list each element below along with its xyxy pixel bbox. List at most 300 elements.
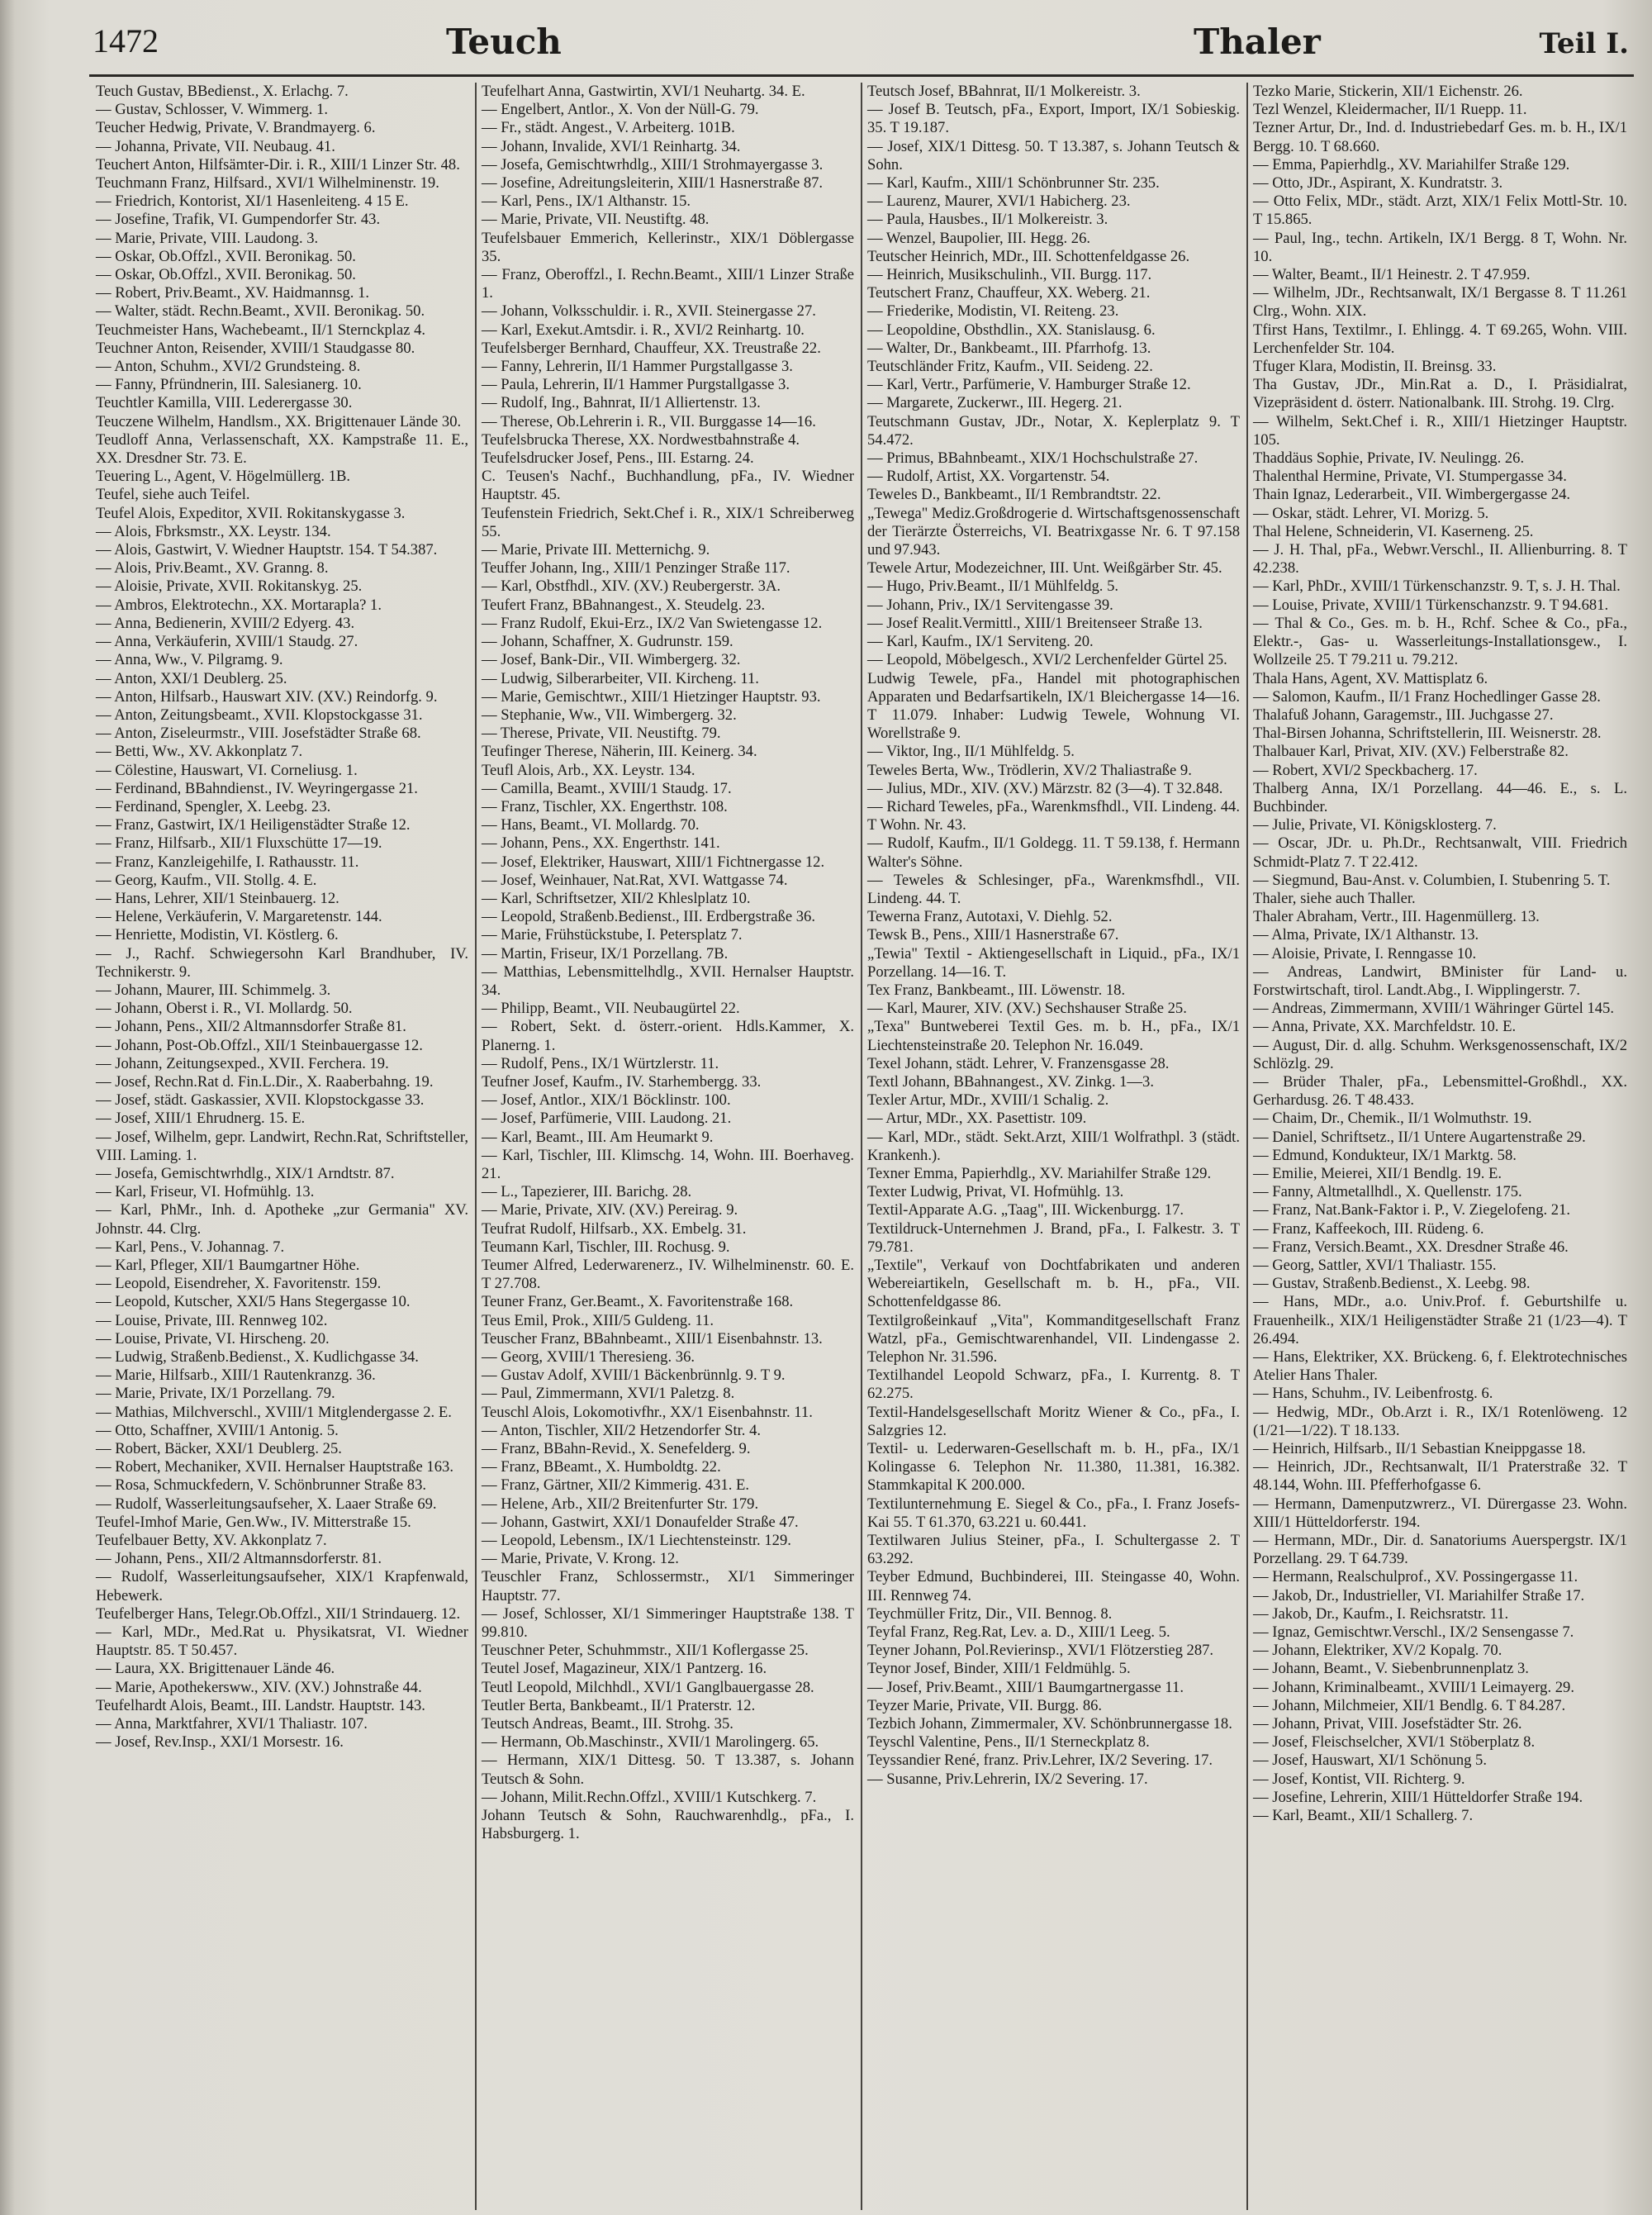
directory-entry: — Johann, Pens., XII/2 Altmannsdorferstr. 81.: [96, 1550, 382, 1568]
directory-entry: — Josef, Elektriker, Hauswart, XIII/1 Fichtnergasse 12.: [482, 853, 825, 871]
directory-entry: Teutl Leopold, Milchhdl., XVI/1 Ganglbauergasse 28.: [482, 1678, 814, 1696]
directory-entry: — Anton, Hilfsarb., Hauswart XIV. (XV.) Reindorfg. 9.: [96, 687, 438, 706]
directory-entry: — Hans, Elektriker, XX. Brückeng. 6, f. Elektrotechnisches Atelier Hans Thaler.: [1253, 1348, 1627, 1385]
directory-entry: — Jakob, Dr., Industrieller, VI. Mariahilfer Straße 17.: [1253, 1586, 1585, 1604]
directory-entry: Teuchmeister Hans, Wachebeamt., II/1 Sternckplaz 4.: [96, 321, 426, 339]
directory-entry: Teyfal Franz, Reg.Rat, Lev. a. D., XIII/1 Leeg. 5.: [867, 1623, 1170, 1642]
directory-entry: — Ludwig, Straßenb.Bedienst., X. Kudlichgasse 34.: [96, 1348, 419, 1367]
directory-entry: — Anton, XXI/1 Deublerg. 25.: [96, 669, 287, 687]
directory-entry: Teuner Franz, Ger.Beamt., X. Favoritenstraße 168.: [482, 1293, 794, 1311]
directory-entry: — Ignaz, Gemischtwr.Verschl., IX/2 Sensengasse 7.: [1253, 1623, 1574, 1642]
directory-entry: Teufelsbrucka Therese, XX. Nordwestbahnstraße 4.: [482, 430, 800, 449]
directory-entry: — Josef B. Teutsch, pFa., Export, Import, IX/1 Sobieskig. 35. T 19.187.: [867, 101, 1240, 137]
directory-entry: — Marie, Apothekersww., XIV. (XV.) Johnstraße 44.: [96, 1678, 422, 1696]
directory-entry: Teufelhart Anna, Gastwirtin, XVI/1 Neuhartg. 34. E.: [482, 83, 805, 100]
directory-entry: — Robert, XVI/2 Speckbacherg. 17.: [1253, 761, 1478, 779]
directory-entry: — Friederike, Modistin, VI. Reiteng. 23.: [867, 302, 1119, 321]
directory-entry: — Richard Teweles, pFa., Warenkmsfhdl., VII. Lindeng. 44. T Wohn. Nr. 43.: [867, 797, 1240, 834]
directory-entry: — Johann, Elektriker, XV/2 Kopalg. 70.: [1253, 1642, 1502, 1660]
directory-entry: — Karl, PhDr., XVIII/1 Türkenschanzstr. 9. T, s. J. H. Thal.: [1253, 578, 1621, 596]
directory-entry: — Oskar, Ob.Offzl., XVII. Beronikag. 50.: [96, 247, 356, 265]
directory-entry: — Louise, Private, III. Rennweg 102.: [96, 1311, 328, 1329]
directory-entry: Texner Emma, Papierhdlg., XV. Mariahilfer Straße 129.: [867, 1164, 1212, 1182]
directory-entry: Texler Artur, MDr., XVIII/1 Schalig. 2.: [867, 1091, 1109, 1110]
directory-entry: — Friedrich, Kontorist, XI/1 Hasenleiteng. 4 15 E.: [96, 193, 409, 211]
directory-entry: „Textile", Verkauf von Dochtfabrikaten und anderen Webereiartikeln, Gesellschaft m. b. H., pFa., VII. Schottenfeldgasse 86.: [867, 1257, 1240, 1311]
directory-entry: — Hans, Beamt., VI. Mollardg. 70.: [482, 816, 700, 834]
directory-entry: — Fanny, Pfründnerin, III. Salesianerg. 10.: [96, 376, 362, 394]
directory-entry: — Walter, Beamt., II/1 Heinestr. 2. T 47.959.: [1253, 266, 1531, 284]
directory-entry: — August, Dir. d. allg. Schuhm. Werksgenossenschaft, IX/2 Schlözlg. 29.: [1253, 1036, 1627, 1072]
directory-entry: — Josefine, Trafik, VI. Gumpendorfer Str. 43.: [96, 211, 381, 229]
directory-entry: Teufl Alois, Arb., XX. Leystr. 134.: [482, 761, 695, 779]
directory-entry: Teychmüller Fritz, Dir., VII. Bennog. 8.: [867, 1604, 1113, 1623]
directory-entry: — Marie, Private III. Metternichg. 9.: [482, 541, 710, 559]
directory-entry: — Anna, Bedienerin, XVIII/2 Edyerg. 43.: [96, 614, 355, 632]
directory-entry: — Otto Felix, MDr., städt. Arzt, XIX/1 Felix Mottl-Str. 10. T 15.865.: [1253, 193, 1627, 229]
directory-entry: Tewsk B., Pens., XIII/1 Hasnerstraße 67.: [867, 926, 1119, 944]
directory-entry: — Johann, Gastwirt, XXI/1 Donaufelder Straße 47.: [482, 1513, 799, 1531]
directory-entry: — Franz, Hilfsarb., XII/1 Fluxschütte 17—19.: [96, 834, 382, 853]
directory-entry: Teufelberger Hans, Telegr.Ob.Offzl., XII/1 Strindauerg. 12.: [96, 1604, 461, 1623]
directory-entry: — Wilhelm, JDr., Rechtsanwalt, IX/1 Bergasse 8. T 11.261 Clrg., Wohn. XIX.: [1253, 284, 1627, 321]
directory-entry: — Josefa, Gemischtwrhdlg., XIX/1 Arndtstr. 87.: [96, 1164, 395, 1182]
directory-entry: — Rudolf, Kaufm., II/1 Goldegg. 11. T 59.138, f. Hermann Walter's Söhne.: [867, 834, 1240, 871]
directory-entry: Teuchner Anton, Reisender, XVIII/1 Staudgasse 80.: [96, 339, 415, 357]
directory-entry: — Josef, XIX/1 Dittesg. 50. T 13.387, s. Johann Teutsch & Sohn.: [867, 137, 1240, 173]
directory-entry: — Karl, Pfleger, XII/1 Baumgartner Höhe.: [96, 1257, 360, 1274]
directory-entry: — Fanny, Altmetallhdl., X. Quellenstr. 175.: [1253, 1183, 1522, 1201]
directory-entry: — Johann, Milit.Rechn.Offzl., XVIII/1 Kutschkerg. 7.: [482, 1788, 817, 1806]
directory-entry: — Mathias, Milchverschl., XVIII/1 Mitglendergasse 2. E.: [96, 1403, 452, 1421]
directory-entry: — Rudolf, Artist, XX. Vorgartenstr. 54.: [867, 468, 1110, 486]
directory-entry: — Margarete, Zuckerwr., III. Hegerg. 21.: [867, 394, 1123, 412]
directory-entry: — Leopold, Kutscher, XXI/5 Hans Stegergasse 10.: [96, 1293, 411, 1311]
directory-entry: — Marie, Private, VIII. Laudong. 3.: [96, 229, 319, 247]
directory-entry: Teuczene Wilhelm, Handlsm., XX. Brigittenauer Lände 30.: [96, 412, 462, 430]
directory-entry: — Otto, JDr., Aspirant, X. Kundratstr. 3.: [1253, 174, 1503, 193]
directory-entry: — Karl, PhMr., Inh. d. Apotheke „zur Germania" XV. Johnstr. 44. Clrg.: [96, 1201, 468, 1238]
directory-entry: — Johann, Kriminalbeamt., XVIII/1 Leimayerg. 29.: [1253, 1678, 1574, 1696]
directory-entry: — Karl, Exekut.Amtsdir. i. R., XVI/2 Reinhartg. 10.: [482, 321, 805, 339]
directory-entry: — Johann, Privat, VIII. Josefstädter Str. 26.: [1253, 1715, 1522, 1733]
directory-entry: Teutsch Josef, BBahnrat, II/1 Molkereistr. 3.: [867, 83, 1141, 100]
column-4: [1248, 83, 1634, 2210]
directory-entry: — Johann, Milchmeier, XII/1 Bendlg. 6. T 84.287.: [1253, 1696, 1566, 1714]
directory-entry: Textilunternehmung E. Siegel & Co., pFa., I. Franz Josefs-Kai 55. T 61.370, 63.221 u. 60.441.: [867, 1495, 1240, 1531]
directory-entry: Teyzer Marie, Private, VII. Burgg. 86.: [867, 1696, 1103, 1714]
part-label: Teil I.: [1539, 27, 1629, 60]
directory-entry: Thalafuß Johann, Garagemstr., III. Juchgasse 27.: [1253, 706, 1554, 724]
directory-entry: — Louise, Private, XVIII/1 Türkenschanzstr. 9. T 94.681.: [1253, 596, 1609, 614]
directory-entry: — Franz, Kanzleigehilfe, I. Rathausstr. 11.: [96, 853, 359, 871]
directory-entry: — Aloisie, Private, XVII. Rokitanskyg. 25.: [96, 578, 363, 596]
directory-entry: — Robert, Sekt. d. österr.-orient. Hdls.Kammer, X. Planerng. 1.: [482, 1018, 854, 1054]
directory-entry: Teumann Karl, Tischler, III. Rochusg. 9.: [482, 1238, 730, 1256]
directory-entry: — Therese, Private, VII. Neustiftg. 79.: [482, 725, 721, 743]
directory-entry: — Johann, Priv., IX/1 Servitengasse 39.: [867, 596, 1113, 614]
directory-entry: — Salomon, Kaufm., II/1 Franz Hochedlinger Gasse 28.: [1253, 687, 1601, 706]
directory-entry: — Andreas, Landwirt, BMinister für Land- u. Forstwirtschaft, tirol. Landt.Abg., I. Wipplingerstr. 7.: [1253, 963, 1627, 999]
directory-entry: — Marie, Private, V. Krong. 12.: [482, 1550, 679, 1568]
directory-entry: Teyber Edmund, Buchbinderei, III. Steingasse 40, Wohn. III. Rennweg 74.: [867, 1568, 1240, 1604]
directory-entry: Teuschl Alois, Lokomotivfhr., XX/1 Eisenbahnstr. 11.: [482, 1403, 813, 1421]
directory-entry: — Stephanie, Ww., VII. Wimbergerg. 32.: [482, 706, 737, 724]
directory-entry: — Marie, Private, IX/1 Porzellang. 79.: [96, 1385, 335, 1403]
directory-entry: Teuch Gustav, BBedienst., X. Erlachg. 7.: [96, 83, 349, 100]
directory-entry: Teufert Franz, BBahnangest., X. Steudelg. 23.: [482, 596, 766, 614]
directory-entry: Teutschmann Gustav, JDr., Notar, X. Keplerplatz 9. T 54.472.: [867, 412, 1240, 449]
directory-entry: — Oscar, JDr. u. Ph.Dr., Rechtsanwalt, VIII. Friedrich Schmidt-Platz 7. T 22.412.: [1253, 834, 1627, 871]
directory-entry: — Julie, Private, VI. Königsklosterg. 7.: [1253, 816, 1497, 834]
directory-entry: — Engelbert, Antlor., X. Von der Nüll-G. 79.: [482, 101, 759, 119]
directory-entry: — Paula, Lehrerin, II/1 Hammer Purgstallgasse 3.: [482, 376, 790, 394]
scan-edge-shadow: [0, 0, 15, 2215]
directory-entry: — Franz, Tischler, XX. Engerthstr. 108.: [482, 797, 728, 815]
directory-entry: — Henriette, Modistin, VI. Köstlerg. 6.: [96, 926, 339, 944]
directory-entry: — Martin, Friseur, IX/1 Porzellang. 7B.: [482, 944, 729, 963]
directory-entry: — Fr., städt. Angest., V. Arbeiterg. 101B.: [482, 119, 735, 137]
directory-entry: — Rudolf, Wasserleitungsaufseher, XIX/1 Krapfenwald, Hebewerk.: [96, 1568, 468, 1604]
header-rule: [89, 74, 1634, 77]
directory-entry: Tfuger Klara, Modistin, II. Breinsg. 33.: [1253, 358, 1497, 376]
directory-entry: — Josefa, Gemischtwrhdlg., XIII/1 Strohmayergasse 3.: [482, 155, 824, 173]
directory-entry: Teuschler Franz, Schlossermstr., XI/1 Simmeringer Hauptstr. 77.: [482, 1568, 854, 1604]
directory-entry: Teufenstein Friedrich, Sekt.Chef i. R., XIX/1 Schreiberweg 55.: [482, 504, 854, 540]
page-header: [0, 0, 1652, 76]
directory-entry: — Edmund, Kondukteur, IX/1 Marktg. 58.: [1253, 1146, 1517, 1164]
directory-entry: Johann Teutsch & Sohn, Rauchwarenhdlg., pFa., I. Habsburgerg. 1.: [482, 1807, 854, 1843]
directory-entry: — Johann, Schaffner, X. Gudrunstr. 159.: [482, 633, 733, 651]
directory-entry: Texter Ludwig, Privat, VI. Hofmühlg. 13.: [867, 1183, 1124, 1201]
directory-entry: — Karl, Vertr., Parfümerie, V. Hamburger Straße 12.: [867, 376, 1191, 394]
directory-entry: — Anna, Ww., V. Pilgramg. 9.: [96, 651, 283, 669]
directory-entry: Teweles Berta, Ww., Trödlerin, XV/2 Thaliastraße 9.: [867, 761, 1192, 779]
directory-entry: — Josef, Kontist, VII. Richterg. 9.: [1253, 1770, 1465, 1788]
directory-entry: Thalberg Anna, IX/1 Porzellang. 44—46. E., s. L. Buchbinder.: [1253, 779, 1627, 815]
directory-entry: — Hermann, XIX/1 Dittesg. 50. T 13.387, s. Johann Teutsch & Sohn.: [482, 1752, 854, 1788]
directory-entry: — Johann, Maurer, III. Schimmelg. 3.: [96, 981, 331, 999]
directory-entry: — Teweles & Schlesinger, pFa., Warenkmsfhdl., VII. Lindeng. 44. T.: [867, 871, 1240, 907]
directory-entry: — Josefine, Adreitungsleiterin, XIII/1 Hasnerstraße 87.: [482, 174, 824, 193]
directory-entry: — Johanna, Private, VII. Neubaug. 41.: [96, 137, 335, 155]
directory-entry: — Thal & Co., Ges. m. b. H., Rchf. Schee & Co., pFa., Elektr.-, Gas- u. Wasserleitungs-Installationsgew., I. Wollzeile 25. T 79.211 u. 79.212.: [1253, 614, 1627, 669]
directory-entry: Teufelsdrucker Josef, Pens., III. Estarng. 24.: [482, 449, 754, 468]
directory-entry: — Rudolf, Wasserleitungsaufseher, X. Laaer Straße 69.: [96, 1495, 437, 1513]
directory-entry: — Leopold, Lebensm., IX/1 Liechtensteinstr. 129.: [482, 1532, 791, 1550]
directory-entry: Teutsch Andreas, Beamt., III. Strohg. 35.: [482, 1715, 733, 1733]
directory-entry: Teuchert Anton, Hilfsämter-Dir. i. R., XIII/1 Linzer Str. 48.: [96, 155, 460, 173]
directory-entry: — Josef, Bank-Dir., VII. Wimbergerg. 32.: [482, 651, 741, 669]
directory-entry: — Franz, Gärtner, XII/2 Kimmerig. 431. E.: [482, 1476, 750, 1495]
directory-entry: — Camilla, Beamt., XVIII/1 Staudg. 17.: [482, 779, 732, 797]
directory-entry: — Hedwig, MDr., Ob.Arzt i. R., IX/1 Rotenlöweng. 12 (1/21—1/22). T 18.133.: [1253, 1403, 1627, 1439]
directory-entry: — Marie, Frühstückstube, I. Petersplatz 7.: [482, 926, 743, 944]
directory-entry: — Karl, Beamt., XII/1 Schallerg. 7.: [1253, 1807, 1474, 1825]
directory-entry: — Marie, Hilfsarb., XIII/1 Rautenkranzg. 36.: [96, 1367, 376, 1385]
directory-entry: Thaler, siehe auch Thaller.: [1253, 889, 1416, 907]
directory-entry: Teufel, siehe auch Teifel.: [96, 486, 250, 504]
directory-entry: — Franz, Versich.Beamt., XX. Dresdner Straße 46.: [1253, 1238, 1569, 1256]
directory-entry: — Hermann, Damenputzwrerz., VI. Dürergasse 23. Wohn. XIII/1 Hütteldorferstr. 194.: [1253, 1495, 1627, 1531]
directory-entry: Teutschert Franz, Chauffeur, XX. Weberg. 21.: [867, 284, 1151, 302]
directory-entry: — Karl, Beamt., III. Am Heumarkt 9.: [482, 1128, 714, 1146]
directory-entry: — Georg, Sattler, XVI/1 Thaliastr. 155.: [1253, 1257, 1497, 1274]
directory-entry: — Karl, Obstfhdl., XIV. (XV.) Reubergerstr. 3A.: [482, 578, 781, 596]
column-2: [477, 83, 862, 2210]
directory-entry: — Franz Rudolf, Ekui-Erz., IX/2 Van Swietengasse 12.: [482, 614, 823, 632]
directory-entry: Teufinger Therese, Näherin, III. Keinerg. 34.: [482, 743, 757, 761]
directory-entry: — Ambros, Elektrotechn., XX. Mortarapla? 1.: [96, 596, 382, 614]
directory-entry: — Anton, Ziseleurmstr., VIII. Josefstädter Straße 68.: [96, 725, 421, 743]
directory-entry: — Wenzel, Baupolier, III. Hegg. 26.: [867, 229, 1091, 247]
directory-entry: — Helene, Arb., XII/2 Breitenfurter Str. 179.: [482, 1495, 759, 1513]
directory-entry: — Franz, Kaffeekoch, III. Rüdeng. 6.: [1253, 1219, 1484, 1238]
directory-entry: — J. H. Thal, pFa., Webwr.Verschl., II. Allienburring. 8. T 42.238.: [1253, 541, 1627, 578]
directory-entry: — Paul, Ing., techn. Artikeln, IX/1 Bergg. 8 T, Wohn. Nr. 10.: [1253, 229, 1627, 265]
directory-entry: Teufner Josef, Kaufm., IV. Starhembergg. 33.: [482, 1072, 762, 1091]
directory-entry: — Ludwig, Silberarbeiter, VII. Kircheng. 11.: [482, 669, 759, 687]
directory-entry: — Josef, Fleischselcher, XVI/1 Stöberplatz 8.: [1253, 1733, 1536, 1752]
directory-entry: — Karl, Kaufm., IX/1 Serviteng. 20.: [867, 633, 1094, 651]
directory-entry: Teufelsbauer Emmerich, Kellerinstr., XIX/1 Döblergasse 35.: [482, 229, 854, 265]
directory-entry: — Josef, Parfümerie, VIII. Laudong. 21.: [482, 1110, 732, 1128]
directory-entry: Teuchmann Franz, Hilfsard., XVI/1 Wilhelminenstr. 19.: [96, 174, 439, 193]
directory-entry: — Robert, Bäcker, XXI/1 Deublerg. 25.: [96, 1440, 342, 1458]
directory-entry: — Karl, Kaufm., XIII/1 Schönbrunner Str. 235.: [867, 174, 1160, 193]
directory-entry: — Emma, Papierhdlg., XV. Mariahilfer Straße 129.: [1253, 155, 1570, 173]
directory-entry: — Otto, Schaffner, XVIII/1 Antonig. 5.: [96, 1421, 339, 1439]
directory-entry: — Daniel, Schriftsetz., II/1 Untere Augartenstraße 29.: [1253, 1128, 1586, 1146]
directory-entry: — Heinrich, Musikschulinh., VII. Burgg. 117.: [867, 266, 1152, 284]
directory-entry: — Aloisie, Private, I. Renngasse 10.: [1253, 944, 1477, 963]
directory-entry: — Brüder Thaler, pFa., Lebensmittel-Großhdl., XX. Gerhardusg. 26. T 48.433.: [1253, 1072, 1627, 1110]
directory-entry: Tezko Marie, Stickerin, XII/1 Eichenstr. 26.: [1253, 83, 1523, 100]
directory-entry: — Hermann, MDr., Dir. d. Sanatoriums Auerspergstr. IX/1 Porzellang. 29. T 64.739.: [1253, 1532, 1627, 1568]
directory-entry: — Heinrich, JDr., Rechtsanwalt, II/1 Praterstraße 32. T 48.144, Wohn. III. Pfefferhofgasse 6.: [1253, 1458, 1627, 1495]
directory-entry: — Karl, MDr., städt. Sekt.Arzt, XIII/1 Wolfrathpl. 3 (städt. Krankenh.).: [867, 1128, 1240, 1164]
directory-entry: „Texa" Buntweberei Textil Ges. m. b. H., pFa., IX/1 Liechtensteinstraße 20. Telephon Nr. 16.049.: [867, 1018, 1240, 1054]
directory-entry: Thalbauer Karl, Privat, XIV. (XV.) Felberstraße 82.: [1253, 743, 1569, 761]
directory-entry: — Josef, Wilhelm, gepr. Landwirt, Rechn.Rat, Schriftsteller, VIII. Laming. 1.: [96, 1128, 468, 1164]
directory-entry: Teutler Berta, Bankbeamt., II/1 Praterstr. 12.: [482, 1696, 756, 1714]
directory-entry: — Hugo, Priv.Beamt., II/1 Mühlfeldg. 5.: [867, 578, 1119, 596]
directory-entry: Thain Ignaz, Lederarbeit., VII. Wimbergergasse 24.: [1253, 486, 1571, 504]
directory-entry: — Susanne, Priv.Lehrerin, IX/2 Severing. 17.: [867, 1770, 1148, 1788]
directory-entry: — Georg, XVIII/1 Theresieng. 36.: [482, 1348, 695, 1367]
directory-entry: Teweles D., Bankbeamt., II/1 Rembrandtstr. 22.: [867, 486, 1161, 504]
directory-entry: — Karl, Pens., IX/1 Althanstr. 15.: [482, 193, 691, 211]
directory-entry: — Johann, Beamt., V. Siebenbrunnenplatz 3.: [1253, 1660, 1529, 1678]
directory-entry: „Tewia" Textil - Aktiengesellschaft in Liquid., pFa., IX/1 Porzellang. 14—16. T.: [867, 944, 1240, 981]
directory-entry: — Siegmund, Bau-Anst. v. Columbien, I. Stubenring 5. T.: [1253, 871, 1611, 889]
directory-entry: Teucher Hedwig, Private, V. Brandmayerg. 6.: [96, 119, 376, 137]
directory-entry: — Artur, MDr., XX. Pasettistr. 109.: [867, 1110, 1087, 1128]
directory-entry: — Oskar, Ob.Offzl., XVII. Beronikag. 50.: [96, 266, 356, 284]
right-running-head: Thaler: [1194, 21, 1321, 62]
directory-entry: — Hans, Schuhm., IV. Leibenfrostg. 6.: [1253, 1385, 1493, 1403]
directory-entry: — Josef, städt. Gaskassier, XVII. Klopstockgasse 33.: [96, 1091, 425, 1110]
directory-entry: — Josef, Weinhauer, Nat.Rat, XVI. Wattgasse 74.: [482, 871, 788, 889]
directory-entry: — Karl, MDr., Med.Rat u. Physikatsrat, VI. Wiedner Hauptstr. 85. T 50.457.: [96, 1623, 468, 1660]
directory-entry: Teumer Alfred, Lederwarenerz., IV. Wilhelminenstr. 60. E. T 27.708.: [482, 1257, 854, 1293]
directory-entry: Teufelhardt Alois, Beamt., III. Landstr. Hauptstr. 143.: [96, 1696, 425, 1714]
directory-entry: — Johann, Pens., XII/2 Altmannsdorfer Straße 81.: [96, 1018, 406, 1036]
directory-entry: — Chaim, Dr., Chemik., II/1 Wolmuthstr. 19.: [1253, 1110, 1532, 1128]
directory-entry: Textilgroßeinkauf „Vita", Kommanditgesellschaft Franz Watzl, pFa., Gemischtwarenhandel, VII. Lindengasse 2. Telephon Nr. 31.596.: [867, 1311, 1240, 1367]
directory-entry: Thaler Abraham, Vertr., III. Hagenmüllerg. 13.: [1253, 908, 1540, 926]
directory-entry: Teus Emil, Prok., XIII/5 Guldeng. 11.: [482, 1311, 714, 1329]
directory-entry: — Johann, Oberst i. R., VI. Mollardg. 50.: [96, 1000, 353, 1018]
directory-entry: — Marie, Private, VII. Neustiftg. 48.: [482, 211, 710, 229]
directory-entry: Ludwig Tewele, pFa., Handel mit photographischen Apparaten und Bedarfsartikeln, IX/1 Bleichergasse 14—16. T 11.079. Inhaber: Ludwig Tewele, Wohnung VI. Worellstraße 9.: [867, 669, 1240, 743]
directory-entry: — Betti, Ww., XV. Akkonplatz 7.: [96, 743, 303, 761]
directory-entry: — Franz, Gastwirt, IX/1 Heiligenstädter Straße 12.: [96, 816, 411, 834]
directory-entry: — Anton, Zeitungsbeamt., XVII. Klopstockgasse 31.: [96, 706, 423, 724]
directory-entry: — Helene, Verkäuferin, V. Margaretenstr. 144.: [96, 908, 382, 926]
directory-entry: C. Teusen's Nachf., Buchhandlung, pFa., IV. Wiedner Hauptstr. 45.: [482, 468, 854, 504]
directory-entry: Textil-Apparate A.G. „Taag", III. Wickenburgg. 17.: [867, 1201, 1184, 1219]
directory-entry: Teynor Josef, Binder, XIII/1 Feldmühlg. 5.: [867, 1660, 1131, 1678]
directory-entry: Textilhandel Leopold Schwarz, pFa., I. Kurrentg. 8. T 62.275.: [867, 1367, 1240, 1403]
directory-entry: — Hans, MDr., a.o. Univ.Prof. f. Geburtshilfe u. Frauenheilk., XIX/1 Heiligenstädter Straße 21 (1/23—4). T 26.494.: [1253, 1293, 1627, 1348]
directory-entry: Teufelsberger Bernhard, Chauffeur, XX. Treustraße 22.: [482, 339, 821, 357]
directory-entry: Teyschl Valentine, Pens., II/1 Sterneckplatz 8.: [867, 1733, 1150, 1752]
directory-entry: Teyner Johann, Pol.Revierinsp., XVI/1 Flötzerstieg 287.: [867, 1642, 1214, 1660]
directory-entry: — Johann, Zeitungsexped., XVII. Ferchera. 19.: [96, 1054, 389, 1072]
directory-entry: — Oskar, städt. Lehrer, VI. Morizg. 5.: [1253, 504, 1489, 522]
directory-entry: — Josef, Antlor., XIX/1 Böcklinstr. 100.: [482, 1091, 731, 1110]
directory-entry: Teuffer Johann, Ing., XIII/1 Penzinger Straße 117.: [482, 559, 790, 578]
directory-entry: Teufrat Rudolf, Hilfsarb., XX. Embelg. 31.: [482, 1219, 747, 1238]
directory-entry: — Anna, Verkäuferin, XVIII/1 Staudg. 27.: [96, 633, 358, 651]
directory-entry: Thal Helene, Schneiderin, VI. Kaserneng. 25.: [1253, 522, 1534, 540]
directory-entry: — Paul, Zimmermann, XVI/1 Paletzg. 8.: [482, 1385, 735, 1403]
directory-entry: — Anna, Private, XX. Marchfeldstr. 10. E.: [1253, 1018, 1517, 1036]
directory-entry: — Johann, Post-Ob.Offzl., XII/1 Steinbauergasse 12.: [96, 1036, 423, 1054]
directory-entry: — Josef, Schlosser, XI/1 Simmeringer Hauptstraße 138. T 99.810.: [482, 1604, 854, 1642]
directory-entry: — Georg, Kaufm., VII. Stollg. 4. E.: [96, 871, 317, 889]
directory-entry: — Rudolf, Ing., Bahnrat, II/1 Alliertenstr. 13.: [482, 394, 761, 412]
directory-entry: Tezbich Johann, Zimmermaler, XV. Schönbrunnergasse 18.: [867, 1715, 1232, 1733]
directory-entry: — Philipp, Beamt., VII. Neubaugürtel 22.: [482, 1000, 740, 1018]
directory-entry: — Karl, Friseur, VI. Hofmühlg. 13.: [96, 1183, 315, 1201]
directory-entry: — Wilhelm, Sekt.Chef i. R., XIII/1 Hietzinger Hauptstr. 105.: [1253, 412, 1627, 449]
directory-entry: Teyssandier René, franz. Priv.Lehrer, IX/2 Severing. 17.: [867, 1752, 1213, 1770]
directory-entry: — Hermann, Realschulprof., XV. Possingergasse 11.: [1253, 1568, 1578, 1586]
directory-entry: Teutschländer Fritz, Kaufm., VII. Seideng. 22.: [867, 358, 1153, 376]
directory-entry: — Alois, Gastwirt, V. Wiedner Hauptstr. 154. T 54.387.: [96, 541, 438, 559]
directory-entry: — Karl, Pens., V. Johannag. 7.: [96, 1238, 285, 1256]
directory-entry: — Matthias, Lebensmittelhdlg., XVII. Hernalser Hauptstr. 34.: [482, 963, 854, 999]
directory-entry: — Johann, Invalide, XVI/1 Reinhartg. 34.: [482, 137, 741, 155]
directory-entry: — Josef, XIII/1 Ehrudnerg. 15. E.: [96, 1110, 306, 1128]
directory-entry: Textil-Handelsgesellschaft Moritz Wiener & Co., pFa., I. Salzgries 12.: [867, 1403, 1240, 1439]
directory-entry: — Hermann, Ob.Maschinstr., XVII/1 Marolingerg. 65.: [482, 1733, 819, 1752]
directory-entry: Thala Hans, Agent, XV. Mattisplatz 6.: [1253, 669, 1488, 687]
directory-entry: — Ferdinand, BBahndienst., IV. Weyringergasse 21.: [96, 779, 418, 797]
directory-entry: — Gustav, Straßenb.Bedienst., X. Leebg. 98.: [1253, 1275, 1531, 1293]
directory-entry: Teutel Josef, Magazineur, XIX/1 Pantzerg. 16.: [482, 1660, 767, 1678]
directory-entry: — Gustav Adolf, XVIII/1 Bäckenbrünnlg. 9. T 9.: [482, 1367, 786, 1385]
directory-entry: Teufelbauer Betty, XV. Akkonplatz 7.: [96, 1532, 327, 1550]
directory-entry: Tfirst Hans, Textilmr., I. Ehlingg. 4. T 69.265, Wohn. VIII. Lerchenfelder Str. 104.: [1253, 321, 1627, 357]
directory-entry: — Cölestine, Hauswart, VI. Corneliusg. 1.: [96, 761, 358, 779]
directory-entry: Teuscher Franz, BBahnbeamt., XIII/1 Eisenbahnstr. 13.: [482, 1329, 823, 1348]
directory-entry: — Alois, Fbrksmstr., XX. Leystr. 134.: [96, 522, 331, 540]
directory-entry: — Josef, Priv.Beamt., XIII/1 Baumgartnergasse 11.: [867, 1678, 1184, 1696]
directory-entry: — Josef, Hauswart, XI/1 Schönung 5.: [1253, 1752, 1488, 1770]
directory-entry: — Leopold, Straßenb.Bedienst., III. Erdbergstraße 36.: [482, 908, 815, 926]
directory-entry: — Laura, XX. Brigittenauer Lände 46.: [96, 1660, 335, 1678]
directory-entry: Tha Gustav, JDr., Min.Rat a. D., I. Präsidialrat, Vizepräsident d. österr. Nationalbank. III. Strohg. 19. Clrg.: [1253, 376, 1627, 412]
directory-entry: — Franz, BBeamt., X. Humboldtg. 22.: [482, 1458, 721, 1476]
directory-entry: — Marie, Private, XIV. (XV.) Pereirag. 9.: [482, 1201, 738, 1219]
directory-entry: — Laurenz, Maurer, XVI/1 Habicherg. 23.: [867, 193, 1131, 211]
directory-entry: — Emilie, Meierei, XII/1 Bendlg. 19. E.: [1253, 1164, 1502, 1182]
directory-entry: — Rosa, Schmuckfedern, V. Schönbrunner Straße 83.: [96, 1476, 427, 1495]
directory-entry: — Johann, Volksschuldir. i. R., XVII. Steinergasse 27.: [482, 302, 816, 321]
directory-entry: — Alois, Priv.Beamt., XV. Granng. 8.: [96, 559, 329, 578]
directory-entry: „Tewega" Mediz.Großdrogerie d. Wirtschaftsgenossenschaft der Tierärzte Österreichs, VI. Beatrixgasse Nr. 6. T 97.158 und 97.943.: [867, 504, 1240, 559]
directory-entry: — Robert, Mechaniker, XVII. Hernalser Hauptstraße 163.: [96, 1458, 453, 1476]
directory-entry: — Jakob, Dr., Kaufm., I. Reichsratstr. 11.: [1253, 1604, 1509, 1623]
directory-entry: — Josef, Rechn.Rat d. Fin.L.Dir., X. Raaberbahng. 19.: [96, 1072, 434, 1091]
directory-entry: — Alma, Private, IX/1 Althanstr. 13.: [1253, 926, 1479, 944]
directory-entry: Tezner Artur, Dr., Ind. d. Industriebedarf Ges. m. b. H., IX/1 Bergg. 10. T 68.660.: [1253, 119, 1627, 155]
directory-entry: — Johann, Pens., XX. Engerthstr. 141.: [482, 834, 720, 853]
directory-entry: — Franz, Oberoffzl., I. Rechn.Beamt., XIII/1 Linzer Straße 1.: [482, 266, 854, 302]
directory-entry: — Fanny, Lehrerin, II/1 Hammer Purgstallgasse 3.: [482, 358, 793, 376]
directory-entry: — Karl, Tischler, III. Klimschg. 14, Wohn. III. Boerhaveg. 21.: [482, 1146, 854, 1182]
directory-entry: — Walter, Dr., Bankbeamt., III. Pfarrhofg. 13.: [867, 339, 1151, 357]
directory-entry: Tezl Wenzel, Kleidermacher, II/1 Ruepp. 11.: [1253, 101, 1527, 119]
directory-entry: Teufel-Imhof Marie, Gen.Ww., IV. Mitterstraße 15.: [96, 1513, 411, 1531]
directory-entry: — Karl, Schriftsetzer, XII/2 Khleslplatz 10.: [482, 889, 751, 907]
directory-entry: — Rudolf, Pens., IX/1 Würtzlerstr. 11.: [482, 1054, 719, 1072]
directory-entry: — Karl, Maurer, XIV. (XV.) Sechshauser Straße 25.: [867, 1000, 1187, 1018]
directory-entry: — Josef, Rev.Insp., XXI/1 Morsestr. 16.: [96, 1733, 344, 1752]
directory-entry: Teudloff Anna, Verlassenschaft, XX. Kampstraße 11. E., XX. Dresdner Str. 73. E.: [96, 430, 468, 468]
column-1: [91, 83, 477, 2210]
directory-entry: — Franz, BBahn-Revid., X. Senefelderg. 9.: [482, 1440, 751, 1458]
directory-entry: — Josef Realit.Vermittl., XIII/1 Breitenseer Straße 13.: [867, 614, 1203, 632]
directory-entry: — Primus, BBahnbeamt., XIX/1 Hochschulstraße 27.: [867, 449, 1199, 468]
directory-entry: Teuchtler Kamilla, VIII. Lederergasse 30.: [96, 394, 353, 412]
directory-entry: — Heinrich, Hilfsarb., II/1 Sebastian Kneippgasse 18.: [1253, 1440, 1586, 1458]
directory-entry: — Andreas, Zimmermann, XVIII/1 Währinger Gürtel 145.: [1253, 1000, 1615, 1018]
directory-entry: — Walter, städt. Rechn.Beamt., XVII. Beronikag. 50.: [96, 302, 425, 321]
directory-entry: Tewerna Franz, Autotaxi, V. Diehlg. 52.: [867, 908, 1113, 926]
directory-entry: — Anton, Schuhm., XVI/2 Grundsteing. 8.: [96, 358, 361, 376]
directory-entry: Thaddäus Sophie, Private, IV. Neulingg. 26.: [1253, 449, 1525, 468]
directory-entry: — Anton, Tischler, XII/2 Hetzendorfer Str. 4.: [482, 1421, 762, 1439]
page-number: 1472: [93, 22, 159, 59]
directory-entry: — Therese, Ob.Lehrerin i. R., VII. Burggasse 14—16.: [482, 412, 816, 430]
directory-entry: — Leopold, Möbelgesch., XVI/2 Lerchenfelder Gürtel 25.: [867, 651, 1227, 669]
directory-entry: Teuschner Peter, Schuhmmstr., XII/1 Koflergasse 25.: [482, 1642, 809, 1660]
directory-entry: Tewele Artur, Modezeichner, III. Unt. Weißgärber Str. 45.: [867, 559, 1222, 578]
directory-entry: — Franz, Nat.Bank-Faktor i. P., V. Ziegelofeng. 21.: [1253, 1201, 1571, 1219]
directory-entry: — Hans, Lehrer, XII/1 Steinbauerg. 12.: [96, 889, 339, 907]
directory-entry: — L., Tapezierer, III. Barichg. 28.: [482, 1183, 692, 1201]
directory-entry: Teufel Alois, Expeditor, XVII. Rokitanskygasse 3.: [96, 504, 406, 522]
directory-entry: — Leopold, Eisendreher, X. Favoritenstr. 159.: [96, 1275, 382, 1293]
directory-entry: — Paula, Hausbes., II/1 Molkereistr. 3.: [867, 211, 1108, 229]
directory-entry: Textl Johann, BBahnangest., XV. Zinkg. 1—3.: [867, 1072, 1154, 1091]
directory-columns: [91, 83, 1634, 2210]
directory-entry: Texel Johann, städt. Lehrer, V. Franzensgasse 28.: [867, 1054, 1170, 1072]
